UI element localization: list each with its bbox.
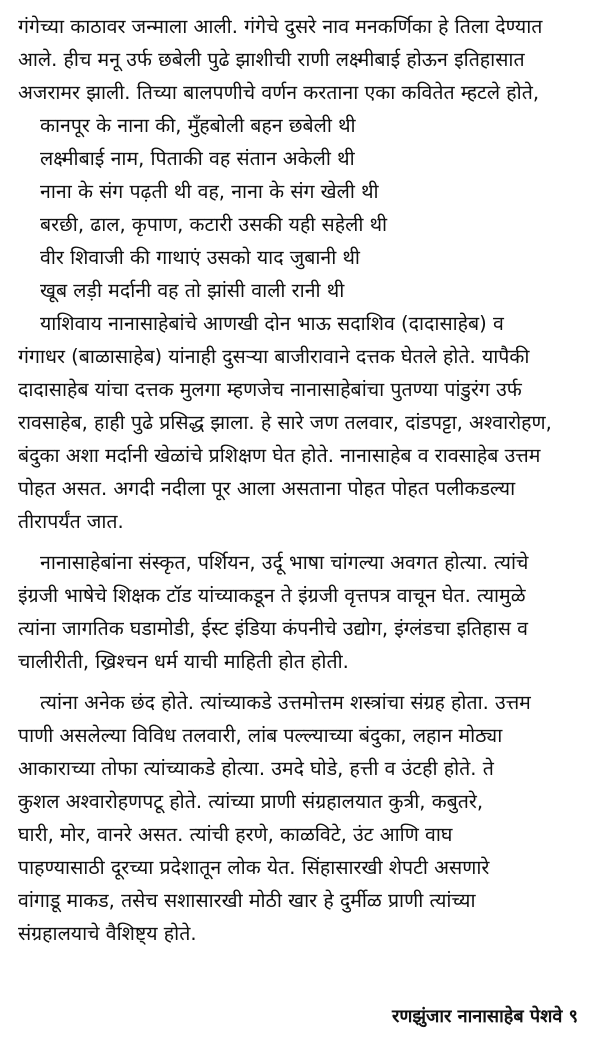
text-line: पाणी असलेल्या विविध तलवारी, लांब पल्ल्याच्या बंदुका, लहान मोठ्या (18, 724, 503, 747)
text-line: घारी, मोर, वानरे असत. त्यांची हरणे, काळविटे, उंट आणि वाघ (18, 823, 453, 846)
paragraph-brothers (18, 307, 584, 538)
text-line: आकाराच्या तोफा त्यांच्याकडे होत्या. उमदे घोडे, हत्ती व उंटही होते. ते (18, 757, 494, 780)
text-line: संग्रहालयाचे वैशिष्ट्य होते. (18, 922, 197, 945)
poem-line: नाना के संग पढ़ती थी वह, नाना के संग खेली थी (40, 180, 379, 203)
page-number: ९ (568, 1006, 578, 1027)
text-line: दादासाहेब यांचा दत्तक मुलगा म्हणजेच नानासाहेबांचा पुतण्या पांडुरंग उर्फ (18, 378, 522, 401)
text-line: नानासाहेबांना संस्कृत, पर्शियन, उर्दू भाषा चांगल्या अवगत होत्या. त्यांचे (40, 551, 529, 574)
text-line: पाहण्यासाठी दूरच्या प्रदेशातून लोक येत. सिंहासारखी शेपटी असणारे (18, 856, 490, 879)
text-line: गंगाधर (बाळासाहेब) यांनाही दुसऱ्या बाजीरावाने दत्तक घेतले होते. यापैकी (18, 345, 530, 368)
text-line: बंदुका अशा मर्दानी खेळांचे प्रशिक्षण घेत होते. नानासाहेब व रावसाहेब उत्तम (18, 444, 541, 467)
poem-line: बरछी, ढाल, कृपाण, कटारी उसकी यही सहेली थी (40, 213, 388, 236)
text-line: गंगेच्या काठावर जन्माला आली. गंगेचे दुसरे नाव मनकर्णिका हे तिला देण्यात (18, 15, 543, 38)
text-line: तीरापर्यंत जात. (18, 510, 124, 533)
text-line: पोहत असत. अगदी नदीला पूर आला असताना पोहत पोहत पलीकडल्या (18, 477, 516, 500)
paragraph-hobbies (18, 686, 584, 950)
page-footer (392, 1004, 578, 1028)
text-line: त्यांना अनेक छंद होते. त्यांच्याकडे उत्तमोत्तम शस्त्रांचा संग्रह होता. उत्तम (40, 691, 531, 714)
poem-verse (18, 109, 584, 307)
text-line: आले. हीच मनू उर्फ छबेली पुढे झाशीची राणी लक्ष्मीबाई होऊन इतिहासात (18, 48, 525, 71)
poem-line: कानपूर के नाना की, मुँहबोली बहन छबेली थी (40, 114, 356, 137)
text-line: वांगाडू माकड, तसेच सशासारखी मोठी खार हे दुर्मीळ प्राणी त्यांच्या (18, 889, 476, 912)
text-line: अजरामर झाली. तिच्या बालपणीचे वर्णन करताना एका कवितेत म्हटले होते, (18, 81, 540, 104)
page-body (18, 10, 584, 950)
text-line: त्यांना जागतिक घडामोडी, ईस्ट इंडिया कंपनीचे उद्योग, इंग्लंडचा इतिहास व (18, 617, 528, 640)
text-line: याशिवाय नानासाहेबांचे आणखी दोन भाऊ सदाशिव (दादासाहेब) व (40, 312, 504, 335)
poem-line: खूब लड़ी मर्दानी वह तो झांसी वाली रानी थी (40, 279, 345, 302)
text-line: कुशल अश्वारोहणपटू होते. त्यांच्या प्राणी संग्रहालयात कुत्री, कबुतरे, (18, 790, 484, 813)
paragraph-birth (18, 10, 584, 109)
text-line: रावसाहेब, हाही पुढे प्रसिद्ध झाला. हे सारे जण तलवार, दांडपट्टा, अश्वारोहण, (18, 411, 552, 434)
poem-line: वीर शिवाजी की गाथाएं उसको याद जुबानी थी (40, 246, 360, 269)
text-line: इंग्रजी भाषेचे शिक्षक टॉड यांच्याकडून ते इंग्रजी वृत्तपत्र वाचून घेत. त्यामुळे (18, 584, 526, 607)
paragraph-languages (18, 546, 584, 678)
poem-line: लक्ष्मीबाई नाम, पिताकी वह संतान अकेली थी (40, 147, 355, 170)
book-title: रणझुंजार नानासाहेब पेशवे (392, 1006, 563, 1027)
text-line: चालीरीती, ख्रिश्चन धर्म याची माहिती होत होती. (18, 650, 349, 673)
